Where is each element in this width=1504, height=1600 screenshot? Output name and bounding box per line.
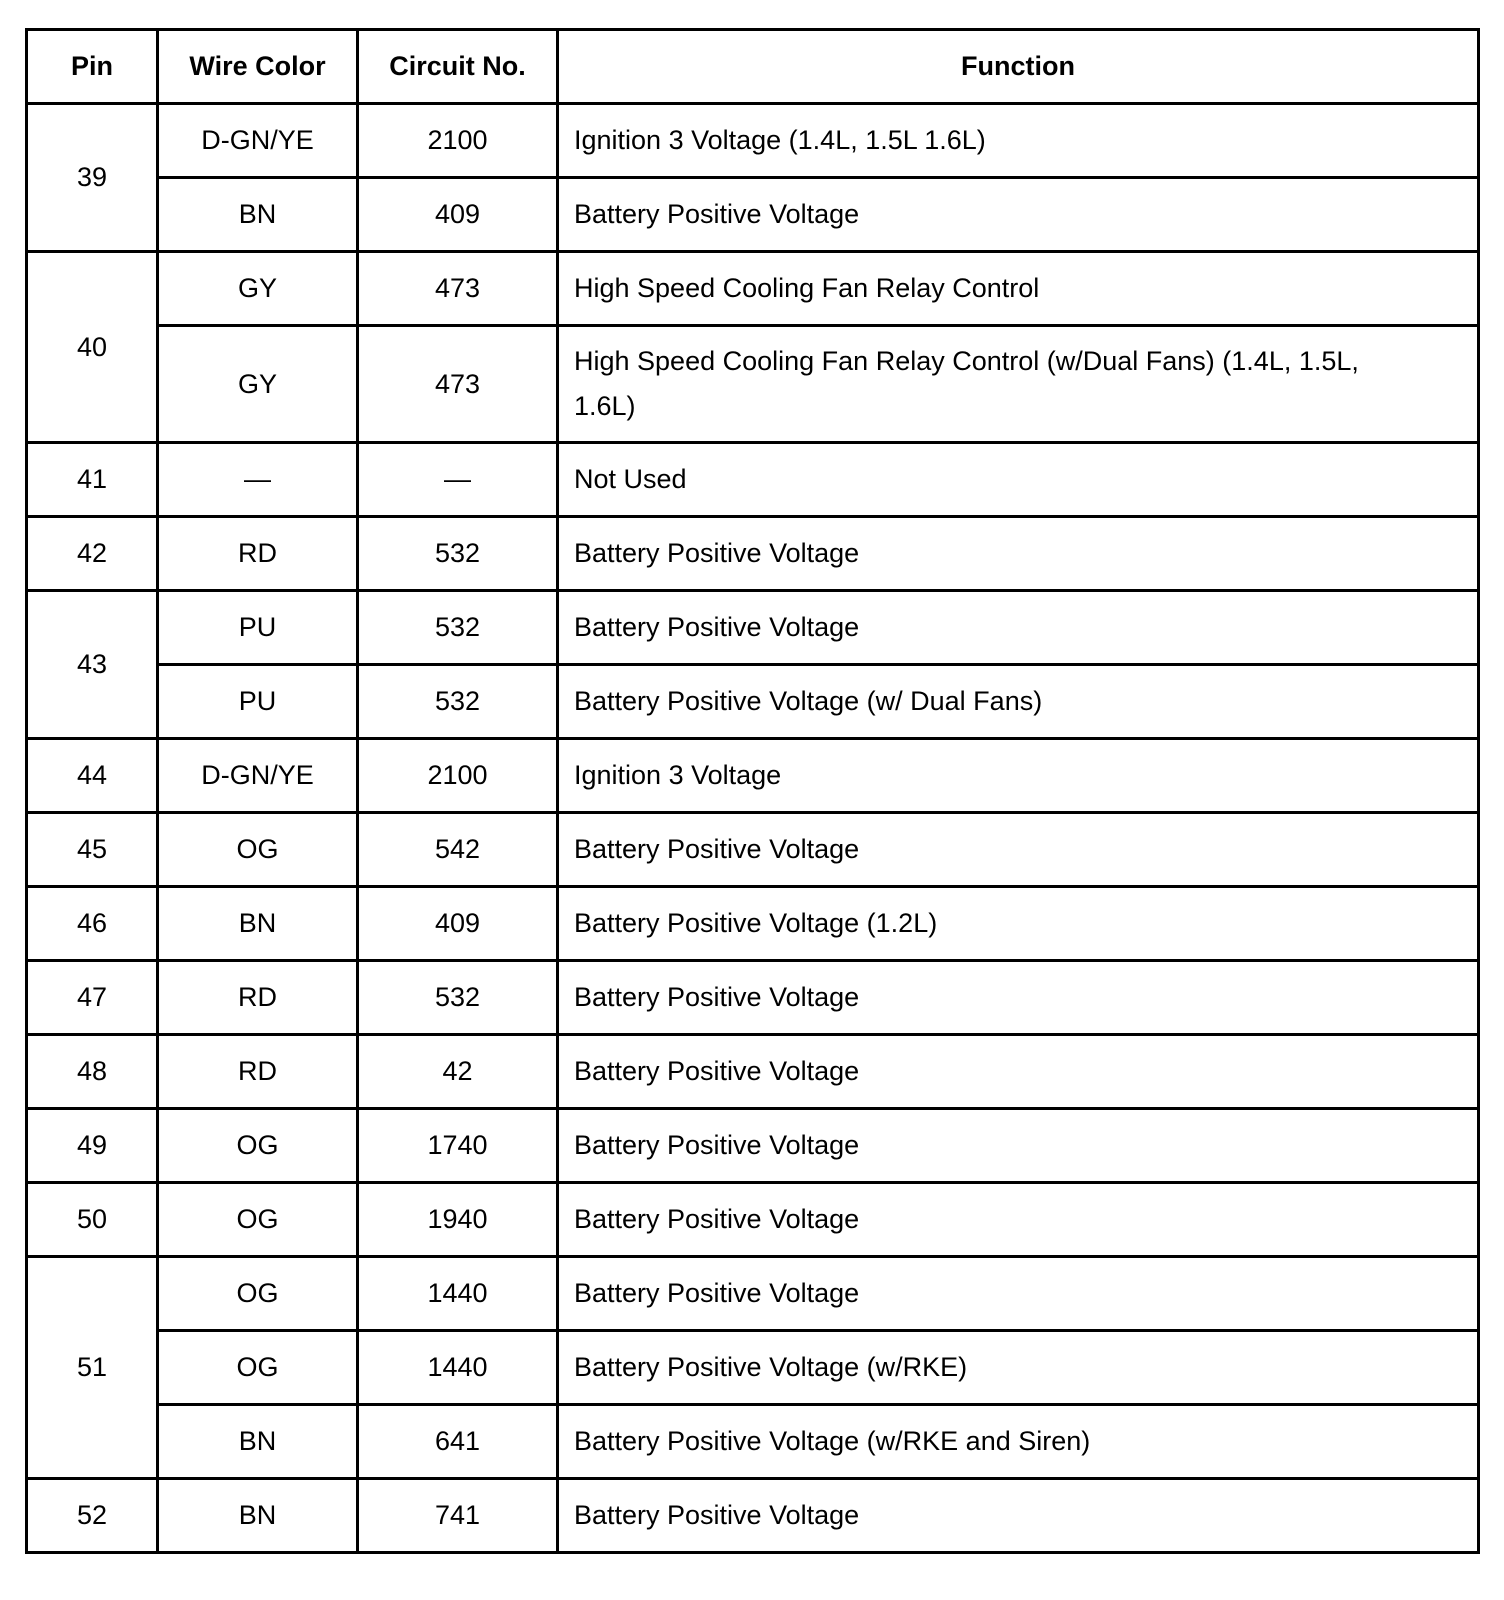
wire-color-cell: RD [158, 1035, 358, 1109]
header-pin: Pin [27, 30, 158, 104]
table-row [27, 1183, 1479, 1257]
table-row [27, 887, 1479, 961]
connector-pinout-table [25, 28, 1480, 1554]
table-row [27, 813, 1479, 887]
pin-cell: 43 [27, 591, 158, 739]
wire-color-cell: BN [158, 887, 358, 961]
wire-color-cell: OG [158, 1331, 358, 1405]
pin-cell: 49 [27, 1109, 158, 1183]
function-cell: Battery Positive Voltage [558, 961, 1479, 1035]
function-cell: Battery Positive Voltage (w/ Dual Fans) [558, 665, 1479, 739]
circuit-cell: 532 [358, 961, 558, 1035]
wire-color-cell: OG [158, 1183, 358, 1257]
table-row [27, 1257, 1479, 1331]
circuit-cell: 1740 [358, 1109, 558, 1183]
circuit-cell: 1940 [358, 1183, 558, 1257]
table-row [27, 1331, 1479, 1405]
function-cell: Battery Positive Voltage [558, 178, 1479, 252]
circuit-cell: 409 [358, 887, 558, 961]
circuit-cell: — [358, 443, 558, 517]
circuit-cell: 532 [358, 665, 558, 739]
wire-color-cell: D-GN/YE [158, 739, 358, 813]
wire-color-cell: BN [158, 178, 358, 252]
table-row [27, 1405, 1479, 1479]
pin-cell: 48 [27, 1035, 158, 1109]
function-cell: Battery Positive Voltage [558, 1109, 1479, 1183]
circuit-cell: 1440 [358, 1331, 558, 1405]
function-cell: High Speed Cooling Fan Relay Control [558, 252, 1479, 326]
wire-color-cell: OG [158, 1257, 358, 1331]
function-cell: Ignition 3 Voltage (1.4L, 1.5L 1.6L) [558, 104, 1479, 178]
pin-cell: 51 [27, 1257, 158, 1479]
pin-cell: 52 [27, 1479, 158, 1553]
pin-cell: 50 [27, 1183, 158, 1257]
table-row [27, 252, 1479, 326]
circuit-cell: 473 [358, 326, 558, 443]
wire-color-cell: RD [158, 961, 358, 1035]
function-cell: Battery Positive Voltage (1.2L) [558, 887, 1479, 961]
function-cell: Not Used [558, 443, 1479, 517]
function-cell: Battery Positive Voltage [558, 813, 1479, 887]
table-row [27, 665, 1479, 739]
circuit-cell: 2100 [358, 739, 558, 813]
pin-cell: 41 [27, 443, 158, 517]
circuit-cell: 542 [358, 813, 558, 887]
table-row [27, 104, 1479, 178]
header-circuit-no: Circuit No. [358, 30, 558, 104]
circuit-cell: 2100 [358, 104, 558, 178]
circuit-cell: 42 [358, 1035, 558, 1109]
table-header-row [27, 30, 1479, 104]
pin-cell: 47 [27, 961, 158, 1035]
circuit-cell: 409 [358, 178, 558, 252]
wire-color-cell: GY [158, 252, 358, 326]
wire-color-cell: BN [158, 1405, 358, 1479]
wire-color-cell: OG [158, 1109, 358, 1183]
header-wire-color: Wire Color [158, 30, 358, 104]
wire-color-cell: RD [158, 517, 358, 591]
function-cell: Ignition 3 Voltage [558, 739, 1479, 813]
circuit-cell: 532 [358, 517, 558, 591]
wire-color-cell: GY [158, 326, 358, 443]
wire-color-cell: OG [158, 813, 358, 887]
function-cell: Battery Positive Voltage [558, 1257, 1479, 1331]
wire-color-cell: — [158, 443, 358, 517]
table-row [27, 1479, 1479, 1553]
circuit-cell: 532 [358, 591, 558, 665]
function-cell: Battery Positive Voltage (w/RKE and Siren) [558, 1405, 1479, 1479]
pin-cell: 44 [27, 739, 158, 813]
pin-cell: 46 [27, 887, 158, 961]
function-cell: Battery Positive Voltage [558, 517, 1479, 591]
table-row [27, 591, 1479, 665]
function-cell: Battery Positive Voltage [558, 1035, 1479, 1109]
table-row [27, 739, 1479, 813]
pin-cell: 42 [27, 517, 158, 591]
function-cell: Battery Positive Voltage [558, 1183, 1479, 1257]
table-row [27, 1109, 1479, 1183]
pin-cell: 39 [27, 104, 158, 252]
table-row [27, 517, 1479, 591]
table-row [27, 178, 1479, 252]
function-cell: High Speed Cooling Fan Relay Control (w/Dual Fans) (1.4L, 1.5L, 1.6L) [558, 326, 1479, 443]
wire-color-cell: BN [158, 1479, 358, 1553]
pin-cell: 45 [27, 813, 158, 887]
table-row [27, 326, 1479, 443]
wire-color-cell: D-GN/YE [158, 104, 358, 178]
pin-cell: 40 [27, 252, 158, 443]
wire-color-cell: PU [158, 665, 358, 739]
function-cell: Battery Positive Voltage [558, 1479, 1479, 1553]
circuit-cell: 473 [358, 252, 558, 326]
header-function: Function [558, 30, 1479, 104]
circuit-cell: 741 [358, 1479, 558, 1553]
wire-color-cell: PU [158, 591, 358, 665]
table-row [27, 961, 1479, 1035]
function-cell: Battery Positive Voltage (w/RKE) [558, 1331, 1479, 1405]
circuit-cell: 1440 [358, 1257, 558, 1331]
circuit-cell: 641 [358, 1405, 558, 1479]
table-row [27, 1035, 1479, 1109]
table-row [27, 443, 1479, 517]
function-cell: Battery Positive Voltage [558, 591, 1479, 665]
